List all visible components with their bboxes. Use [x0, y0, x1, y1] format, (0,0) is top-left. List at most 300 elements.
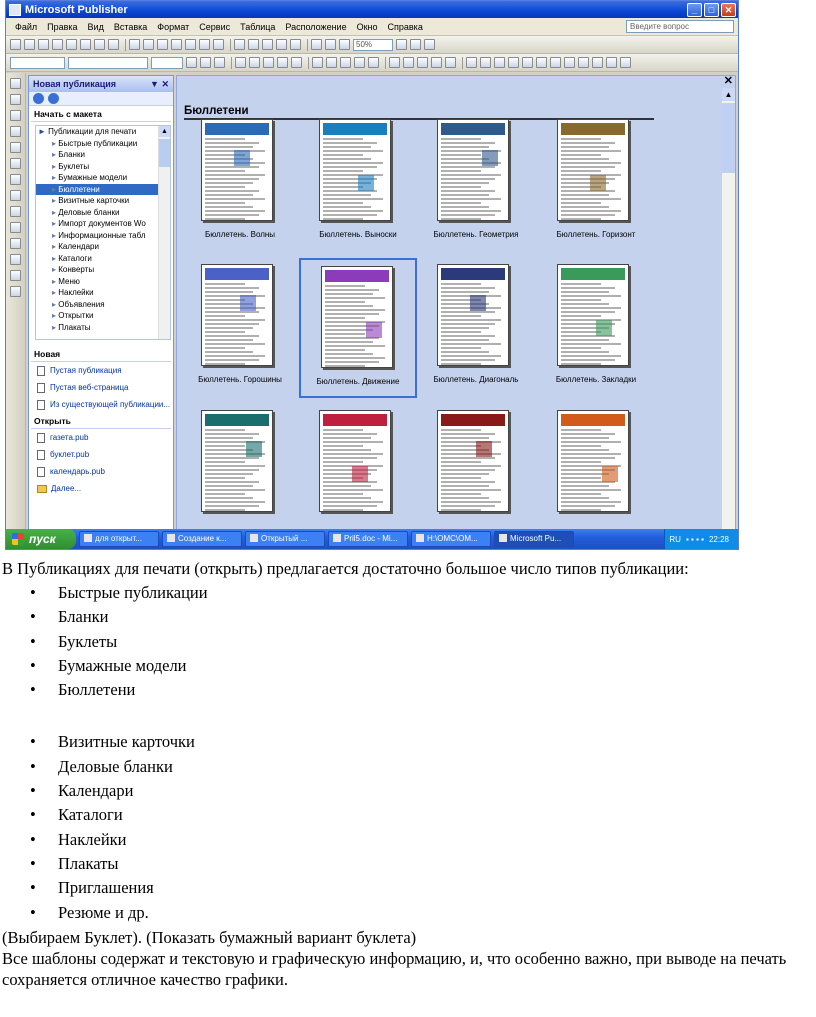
list-item-text: Резюме и др. [58, 902, 149, 922]
preview-text-line [205, 445, 245, 447]
preview-masthead [441, 123, 505, 135]
template-thumbnail[interactable] [417, 258, 535, 398]
format-button-icon[interactable] [200, 57, 211, 68]
format-button-icon[interactable] [214, 57, 225, 68]
format-button-icon[interactable] [550, 57, 561, 68]
toolbar-button-icon[interactable] [248, 39, 259, 50]
preview-text-line [205, 142, 259, 144]
window-icon [250, 534, 258, 542]
bullet-mark: • [30, 655, 36, 675]
bullet-mark: • [30, 902, 36, 922]
preview-text-line [205, 202, 245, 204]
preview-text-line [205, 206, 253, 208]
template-gallery [176, 75, 736, 531]
toolbar-separator [231, 57, 232, 69]
bullet-mark: • [30, 631, 36, 651]
open-file-link[interactable] [29, 463, 173, 480]
menu-table[interactable]: Таблица [240, 21, 276, 32]
bullet-mark: • [30, 756, 36, 776]
format-button-icon[interactable] [354, 57, 365, 68]
menu-tools[interactable]: Сервис [199, 21, 231, 32]
help-question-input[interactable]: Введите вопрос [626, 20, 734, 33]
preview-text-line [325, 313, 379, 315]
tree-scrollbar[interactable] [158, 126, 170, 339]
toolbar-separator [125, 39, 126, 51]
template-thumbnail[interactable] [181, 113, 299, 253]
preview-text-line [323, 489, 383, 491]
open-file-link[interactable] [29, 429, 173, 446]
preview-text-line [205, 214, 259, 216]
toolbar-button-icon[interactable] [213, 39, 224, 50]
preview-text-line [205, 339, 253, 341]
preview-picture [476, 441, 492, 457]
task-pane-close-icon[interactable]: ▼ ✕ [150, 78, 169, 89]
list-item [30, 852, 816, 876]
preview-text-line [441, 457, 495, 459]
preview-text-line [441, 493, 481, 495]
task-pane-nav [29, 92, 173, 106]
preview-text-line [205, 283, 245, 285]
preview-masthead [323, 414, 387, 426]
style-select[interactable] [10, 57, 65, 69]
preview-text-line [323, 445, 363, 447]
tree-item[interactable]: ▸ Информационные табл [36, 230, 170, 242]
menu-file[interactable]: Файл [15, 21, 38, 32]
tree-item[interactable]: ▸ Объявления [36, 299, 170, 311]
preview-masthead [205, 268, 269, 280]
close-button[interactable]: ✕ [721, 3, 736, 17]
toolbar-button-icon[interactable] [171, 39, 182, 50]
template-thumbnail[interactable] [299, 404, 417, 544]
language-indicator[interactable]: RU [669, 534, 681, 544]
template-thumbnail[interactable] [417, 404, 535, 544]
preview-text-line [561, 138, 601, 140]
preview-text-line [205, 178, 259, 180]
pub-file-icon [37, 450, 45, 460]
toolbar-button-icon[interactable] [10, 39, 21, 50]
preview-text-line [441, 501, 501, 503]
preview-masthead [325, 270, 389, 282]
clock: 22:28 [708, 534, 729, 544]
preview-picture [234, 150, 250, 166]
menu-edit[interactable]: Правка [47, 21, 78, 32]
template-thumbnail[interactable] [537, 404, 655, 544]
list-item [30, 678, 816, 702]
windows-flag-icon [12, 533, 24, 545]
preview-text-line [441, 489, 501, 491]
preview-text-line [205, 323, 259, 325]
preview-text-line [561, 287, 615, 289]
preview-text-line [441, 355, 501, 357]
preview-text-line [561, 477, 601, 479]
tree-item[interactable]: ▸ Каталоги [36, 253, 170, 265]
toolbar-button-icon[interactable] [185, 39, 196, 50]
minimize-button[interactable]: _ [687, 3, 702, 17]
format-button-icon[interactable] [368, 57, 379, 68]
pub-file-icon [37, 467, 45, 477]
preview-text-line [441, 509, 481, 511]
toolbar-button-icon[interactable] [262, 39, 273, 50]
template-thumbnail[interactable] [417, 113, 535, 253]
list-item [30, 605, 816, 629]
preview-text-line [561, 158, 609, 160]
toolbar-button-icon[interactable] [94, 39, 105, 50]
back-arrow-icon[interactable] [33, 93, 44, 104]
preview-text-line [561, 218, 601, 220]
preview-text-line [325, 345, 385, 347]
scroll-up-icon[interactable]: ▲ [159, 126, 170, 137]
preview-text-line [441, 469, 495, 471]
zoom-select[interactable]: 50% [353, 39, 393, 51]
publication-type-tree [35, 125, 171, 340]
objects-toolbar [6, 73, 26, 531]
preview-picture [240, 295, 256, 311]
preview-text-line [561, 441, 621, 443]
new-publication-link[interactable] [29, 379, 173, 396]
preview-text-line [561, 214, 615, 216]
template-thumbnail[interactable] [537, 258, 655, 398]
open-file-link[interactable] [29, 480, 173, 497]
preview-text-line [323, 441, 383, 443]
format-button-icon[interactable] [186, 57, 197, 68]
menu-insert[interactable]: Вставка [113, 21, 148, 32]
preview-text-line [561, 206, 609, 208]
taskbar-window-button[interactable] [411, 531, 491, 547]
format-button-icon[interactable] [326, 57, 337, 68]
format-button-icon[interactable] [480, 57, 491, 68]
tree-item[interactable]: ▸ Конверты [36, 264, 170, 276]
preview-text-line [323, 138, 363, 140]
preview-text-line [323, 170, 363, 172]
tree-item[interactable]: ▸ Плакаты [36, 322, 170, 334]
taskbar-window-button[interactable] [245, 531, 325, 547]
tree-item[interactable]: ▸ Бюллетени [36, 184, 170, 196]
preview-text-line [561, 154, 601, 156]
preview-text-line [205, 146, 253, 148]
toolbar-button-icon[interactable] [234, 39, 245, 50]
tree-root-print[interactable]: ► Публикации для печати [36, 126, 170, 138]
format-button-icon[interactable] [403, 57, 414, 68]
menu-window[interactable]: Окно [356, 21, 378, 32]
preview-text-line [441, 218, 481, 220]
preview-text-line [441, 465, 501, 467]
preview-picture [366, 322, 382, 338]
preview-text-line [441, 429, 481, 431]
preview-text-line [205, 307, 265, 309]
preview-text-line [441, 214, 495, 216]
toolbar-button-icon[interactable] [290, 39, 301, 50]
preview-text-line [323, 166, 377, 168]
tree-item[interactable]: ▸ Бумажные модели [36, 172, 170, 184]
toolbar-button-icon[interactable] [311, 39, 322, 50]
object-tool-icon[interactable] [10, 110, 21, 121]
preview-text-line [323, 497, 371, 499]
list-item-text: Наклейки [58, 829, 127, 849]
preview-text-line [441, 461, 481, 463]
preview-text-line [323, 154, 363, 156]
format-button-icon[interactable] [522, 57, 533, 68]
preview-text-line [441, 138, 481, 140]
format-button-icon[interactable] [508, 57, 519, 68]
preview-text-line [561, 461, 601, 463]
preview-text-line [561, 291, 609, 293]
intro-paragraph: В Публикациях для печати (открыть) предлагается достаточно большое число типов публикации: [2, 559, 689, 578]
toolbar-separator [385, 57, 386, 69]
list-item-text: Буклеты [58, 631, 118, 651]
object-tool-icon[interactable] [10, 158, 21, 169]
format-button-icon[interactable] [389, 57, 400, 68]
font-size-select[interactable] [151, 57, 183, 69]
object-tool-icon[interactable] [10, 254, 21, 265]
list-item-text: Календари [58, 781, 134, 801]
preview-text-line [561, 331, 601, 333]
template-preview-image [201, 410, 273, 512]
tree-item[interactable]: ▸ Бланки [36, 149, 170, 161]
preview-text-line [561, 166, 615, 168]
list-item [30, 730, 816, 754]
preview-text-line [561, 433, 615, 435]
format-button-icon[interactable] [536, 57, 547, 68]
preview-picture [352, 466, 368, 482]
toolbar-button-icon[interactable] [66, 39, 77, 50]
tree-item[interactable]: ▸ Меню [36, 276, 170, 288]
menu-arrange[interactable]: Расположение [285, 21, 347, 32]
preview-text-line [205, 481, 259, 483]
tree-item[interactable]: ▸ Календари [36, 241, 170, 253]
preview-text-line [205, 343, 265, 345]
new-publication-link[interactable] [29, 362, 173, 379]
forward-arrow-icon[interactable] [48, 93, 59, 104]
publication-types-list-2 [0, 730, 816, 924]
start-button[interactable] [6, 529, 76, 549]
preview-text-line [325, 317, 365, 319]
preview-text-line [205, 493, 245, 495]
object-tool-icon[interactable] [10, 142, 21, 153]
toolbar-button-icon[interactable] [24, 39, 35, 50]
taskbar-window-button[interactable] [79, 531, 159, 547]
tree-item[interactable]: ▸ Визитные карточки [36, 195, 170, 207]
publication-types-list-1 [0, 581, 816, 702]
preview-text-line [205, 351, 253, 353]
open-file-link[interactable] [29, 446, 173, 463]
tree-item[interactable]: ▸ Быстрые публикации [36, 138, 170, 150]
tree-item[interactable]: ▸ Деловые бланки [36, 207, 170, 219]
preview-text-line [561, 355, 621, 357]
preview-text-line [205, 138, 245, 140]
object-tool-icon[interactable] [10, 286, 21, 297]
preview-text-line [323, 158, 371, 160]
preview-text-line [561, 437, 609, 439]
preview-text-line [441, 174, 501, 176]
format-button-icon[interactable] [578, 57, 589, 68]
template-preview-image [557, 410, 629, 512]
preview-text-line [323, 429, 363, 431]
preview-text-line [205, 331, 245, 333]
template-thumbnail[interactable] [299, 113, 417, 253]
template-preview-image [201, 264, 273, 366]
new-publication-link[interactable] [29, 396, 173, 413]
task-pane-title: Новая публикация [33, 79, 117, 89]
taskbar-window-button[interactable] [328, 531, 408, 547]
object-tool-icon[interactable] [10, 126, 21, 137]
toolbar-button-icon[interactable] [339, 39, 350, 50]
object-tool-icon[interactable] [10, 174, 21, 185]
scroll-thumb[interactable] [722, 103, 735, 173]
format-button-icon[interactable] [564, 57, 575, 68]
format-button-icon[interactable] [291, 57, 302, 68]
preview-masthead [561, 268, 625, 280]
preview-text-line [205, 473, 253, 475]
format-button-icon[interactable] [249, 57, 260, 68]
toolbar-button-icon[interactable] [276, 39, 287, 50]
format-button-icon[interactable] [592, 57, 603, 68]
template-thumbnail[interactable] [299, 258, 417, 398]
format-button-icon[interactable] [312, 57, 323, 68]
toolbar-separator [462, 57, 463, 69]
object-tool-icon[interactable] [10, 94, 21, 105]
menu-format[interactable]: Формат [157, 21, 190, 32]
template-preview-image [319, 119, 391, 221]
preview-text-line [323, 481, 377, 483]
tree-item[interactable]: ▸ Открытки [36, 310, 170, 322]
preview-text-line [323, 469, 377, 471]
preview-masthead [205, 123, 269, 135]
template-name: Бюллетень. Движение [316, 377, 400, 386]
preview-masthead [441, 268, 505, 280]
toolbar-button-icon[interactable] [157, 39, 168, 50]
list-item-text: Приглашения [58, 878, 154, 898]
preview-text-line [205, 174, 265, 176]
object-tool-icon[interactable] [10, 238, 21, 249]
preview-text-line [325, 353, 373, 355]
window-icon [167, 534, 175, 542]
object-tool-icon[interactable] [10, 190, 21, 201]
preview-masthead [561, 123, 625, 135]
format-button-icon[interactable] [263, 57, 274, 68]
preview-text-line [205, 457, 259, 459]
task-label: Microsoft Pu... [510, 534, 562, 543]
gallery-close-icon[interactable]: ✕ [723, 75, 733, 87]
taskbar-window-button[interactable] [494, 531, 574, 547]
taskbar-window-button[interactable] [162, 531, 242, 547]
toolbar-button-icon[interactable] [52, 39, 63, 50]
preview-text-line [441, 363, 481, 365]
preview-text-line [561, 170, 601, 172]
list-item-text: Бланки [58, 607, 109, 627]
preview-text-line [441, 283, 481, 285]
preview-text-line [441, 343, 501, 345]
preview-text-line [323, 186, 363, 188]
object-tool-icon[interactable] [10, 222, 21, 233]
menu-view[interactable]: Вид [87, 21, 104, 32]
toolbar-button-icon[interactable] [38, 39, 49, 50]
toolbar-button-icon[interactable] [325, 39, 336, 50]
preview-text-line [323, 509, 363, 511]
toolbar-button-icon[interactable] [199, 39, 210, 50]
font-select[interactable] [68, 57, 148, 69]
scroll-thumb[interactable] [159, 139, 170, 167]
preview-text-line [441, 505, 495, 507]
toolbar-button-icon[interactable] [143, 39, 154, 50]
preview-text-line [561, 315, 601, 317]
preview-text-line [441, 182, 489, 184]
format-button-icon[interactable] [494, 57, 505, 68]
preview-text-line [441, 477, 481, 479]
preview-text-line [325, 349, 365, 351]
template-thumbnail[interactable] [181, 258, 299, 398]
preview-text-line [441, 347, 481, 349]
toolbar-button-icon[interactable] [424, 39, 435, 50]
toolbar-button-icon[interactable] [396, 39, 407, 50]
object-tool-icon[interactable] [10, 78, 21, 89]
preview-text-line [441, 154, 481, 156]
object-tool-icon[interactable] [10, 206, 21, 217]
scroll-up-icon[interactable]: ▲ [722, 88, 735, 101]
conclusion-paragraph: Все шаблоны содержат и текстовую и графическую информацию, и, что особенно важно, при выводе на печать сохраняется отличное качество графики. [2, 948, 787, 989]
preview-text-line [323, 210, 383, 212]
format-button-icon[interactable] [445, 57, 456, 68]
maximize-button[interactable]: □ [704, 3, 719, 17]
task-label: для открыт... [95, 534, 142, 543]
window-icon [84, 534, 92, 542]
menu-help[interactable]: Справка [387, 21, 423, 32]
format-button-icon[interactable] [620, 57, 631, 68]
preview-text-line [561, 485, 609, 487]
preview-text-line [441, 210, 501, 212]
toolbar-button-icon[interactable] [410, 39, 421, 50]
format-button-icon[interactable] [277, 57, 288, 68]
preview-text-line [325, 301, 365, 303]
template-name: Бюллетень. Диагональ [433, 375, 519, 384]
preview-text-line [441, 433, 495, 435]
list-item [30, 581, 816, 605]
template-preview-image [321, 266, 393, 368]
toolbar-button-icon[interactable] [80, 39, 91, 50]
preview-text-line [561, 453, 621, 455]
tree-item[interactable]: ▸ Импорт документов Wo [36, 218, 170, 230]
preview-picture [596, 320, 612, 336]
object-tool-icon[interactable] [10, 270, 21, 281]
format-button-icon[interactable] [606, 57, 617, 68]
preview-text-line [561, 150, 621, 152]
link-label: Из существующей публикации... [50, 400, 171, 409]
preview-text-line [561, 457, 615, 459]
format-button-icon[interactable] [431, 57, 442, 68]
tree-item[interactable]: ▸ Буклеты [36, 161, 170, 173]
link-label: Пустая публикация [50, 366, 122, 375]
preview-text-line [205, 433, 259, 435]
task-label: Открытый ... [261, 534, 308, 543]
template-thumbnail[interactable] [181, 404, 299, 544]
preview-text-line [323, 194, 371, 196]
list-item [30, 828, 816, 852]
format-button-icon[interactable] [340, 57, 351, 68]
format-button-icon[interactable] [235, 57, 246, 68]
preview-text-line [205, 465, 265, 467]
format-button-icon[interactable] [466, 57, 477, 68]
toolbar-button-icon[interactable] [129, 39, 140, 50]
toolbar-button-icon[interactable] [108, 39, 119, 50]
tree-item[interactable]: ▸ Наклейки [36, 287, 170, 299]
gallery-scrollbar[interactable] [722, 88, 735, 530]
template-thumbnail[interactable] [537, 113, 655, 253]
format-button-icon[interactable] [417, 57, 428, 68]
bullet-mark: • [30, 878, 36, 898]
bullet-mark: • [30, 829, 36, 849]
link-label: календарь.pub [50, 467, 105, 476]
preview-picture [590, 175, 606, 191]
blank-page-icon [37, 400, 45, 410]
